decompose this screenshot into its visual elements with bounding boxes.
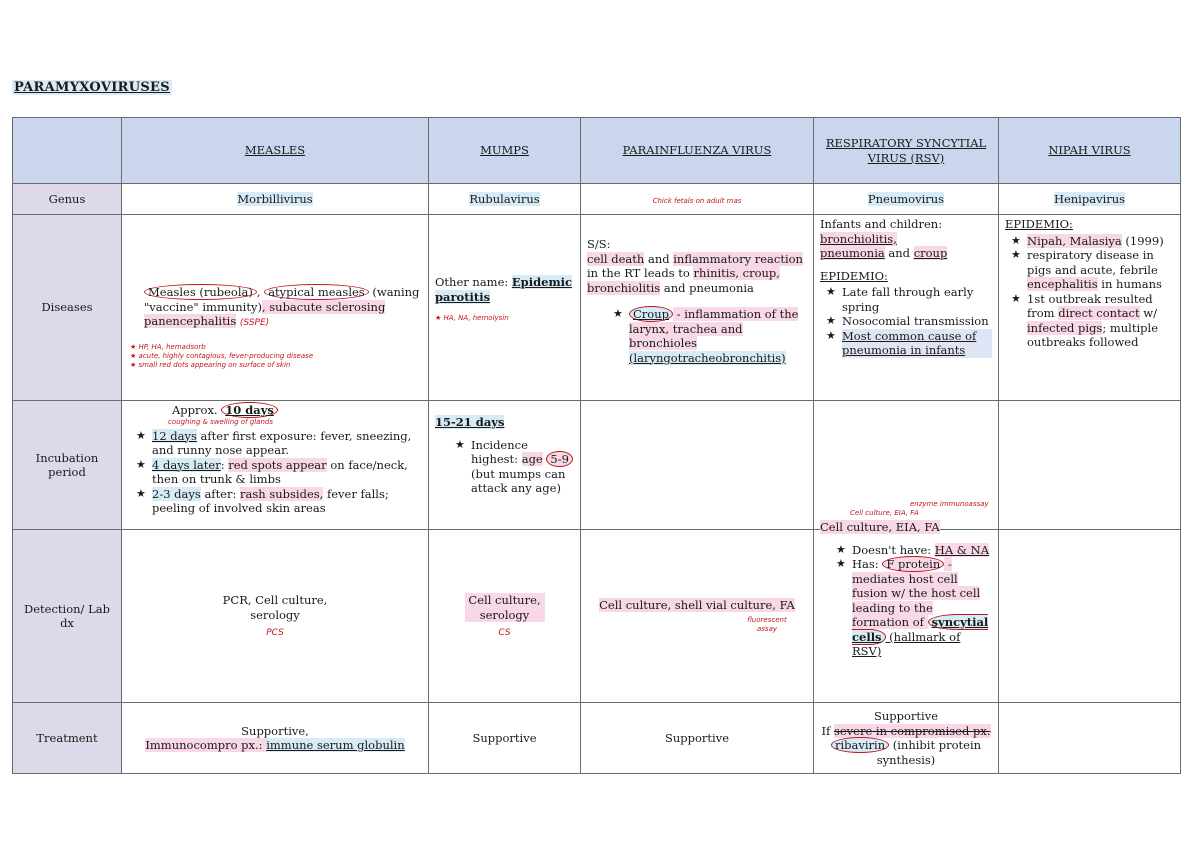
- incubation-measles: Approx. 10 days coughing & swelling of glands ★ 12 days after first exposure: fever, sneezing, and runny nose appear. ★ 4 days later: red spots appear on face/neck, then on trunk & limbs ★ 2-3 days after: rash subsides, fever falls; peeling of involved skin areas: [122, 401, 429, 530]
- incubation-row: [13, 401, 1181, 530]
- header-corner: [13, 118, 122, 184]
- handwritten-note: fluorescent assay: [747, 616, 787, 634]
- diseases-parainfluenza: S/S: cell death and inflammatory reaction in the RT leads to rhinitis, croup, bronchiolitis and pneumonia ★ Croup - inflammation of the larynx, trachea and bronchioles (laryngotracheobronchitis): [581, 215, 814, 401]
- header-rsv: RESPIRATORY SYNCYTIAL VIRUS (RSV): [814, 118, 999, 184]
- row-label-genus: Genus: [13, 184, 122, 215]
- treatment-row: [13, 703, 1181, 774]
- rsv-epi-item: ★ Most common cause of pneumonia in infants: [820, 329, 992, 358]
- treatment-nipah: [999, 703, 1181, 774]
- genus-mumps: Rubulavirus: [429, 184, 581, 215]
- genus-rsv: Pneumovirus: [814, 184, 999, 215]
- rsv-epi-item: ★ Late fall through early spring: [820, 285, 992, 314]
- detection-mumps: Cell culture, serology CS: [429, 530, 581, 703]
- handwritten-note: ★ small red dots appearing on surface of skin: [130, 361, 291, 369]
- incubation-parainfluenza: [581, 401, 814, 530]
- diseases-nipah: EPIDEMIO: ★ Nipah, Malasiya (1999) ★ respiratory disease in pigs and acute, febrile encephalitis in humans ★ 1st outbreak resulted from direct contact w/ infected pigs; multiple outbreaks followed: [999, 215, 1181, 401]
- row-label-diseases: Diseases: [13, 215, 122, 401]
- header-row: [13, 118, 1181, 184]
- nipah-epi-item: ★ respiratory disease in pigs and acute, febrile encephalitis in humans: [1005, 248, 1174, 292]
- measles-incubation-item: ★ 12 days after first exposure: fever, sneezing, and runny nose appear.: [130, 429, 422, 458]
- detection-parainfluenza: Cell culture, shell vial culture, FA fluorescent assay: [581, 530, 814, 703]
- rsv-detection-item: ★ Doesn't have: HA & NA: [830, 543, 992, 558]
- diseases-rsv: Infants and children: bronchiolitis, pneumonia and croup EPIDEMIO: ★ Late fall through early spring ★ Nosocomial transmission ★ Most common cause of pneumonia in infants: [814, 215, 999, 401]
- row-label-detection: Detection/ Lab dx: [13, 530, 122, 703]
- virus-table: [12, 117, 1181, 774]
- croup-item: ★ Croup - inflammation of the larynx, trachea and bronchioles (laryngotracheobronchitis): [607, 307, 807, 365]
- incubation-nipah: [999, 401, 1181, 530]
- rsv-epi-item: ★ Nosocomial transmission: [820, 314, 992, 329]
- diseases-measles: Measles (rubeola) , atypical measles (waning "vaccine" immunity), subacute sclerosing panencephalitis (SSPE) ★ HP, HA, hemadsorb ★ acute, highly contagious, fever-producing disease ★ small red dots appearing on surface of skin: [122, 215, 429, 401]
- detection-nipah: [999, 530, 1181, 703]
- detection-row: [13, 530, 1181, 703]
- rsv-detection-item: ★ Has: F protein - mediates host cell fusion w/ the host cell leading to the formation of syncytial cells (hallmark of RSV): [830, 557, 992, 659]
- genus-measles: Morbillivirus: [122, 184, 429, 215]
- mumps-incubation-item: ★ Incidence highest: age 5-9 (but mumps can attack any age): [449, 438, 574, 496]
- detection-measles: PCR, Cell culture, serology PCS: [122, 530, 429, 703]
- header-mumps: MUMPS: [429, 118, 581, 184]
- handwritten-note: CS: [498, 628, 511, 638]
- genus-nipah: Henipavirus: [999, 184, 1181, 215]
- handwritten-note: enzyme immunoassay: [910, 500, 989, 508]
- treatment-measles: Supportive, Immunocompro px.: immune serum globulin: [122, 703, 429, 774]
- treatment-parainfluenza: Supportive: [581, 703, 814, 774]
- handwritten-note: coughing & swelling of glands: [168, 417, 273, 426]
- row-label-treatment: Treatment: [13, 703, 122, 774]
- detection-rsv: enzyme immunoassay Cell culture, EIA, FA Cell culture, EIA, FA ★ Doesn't have: HA & NA ★ Has: F protein - mediates host cell fusion w/ the host cell leading to the formation of syncytial cells (hallmark of RSV): [814, 530, 999, 703]
- measles-incubation-item: ★ 4 days later: red spots appear on face/neck, then on trunk & limbs: [130, 458, 422, 487]
- genus-parainfluenza: [581, 184, 814, 215]
- treatment-rsv: Supportive If severe in compromised px. ribavirin (inhibit protein synthesis): [814, 703, 999, 774]
- page-title: PARAMYXOVIRUSES: [14, 80, 170, 95]
- incubation-mumps: 15-21 days ★ Incidence highest: age 5-9 (but mumps can attack any age): [429, 401, 581, 530]
- header-nipah: NIPAH VIRUS: [999, 118, 1181, 184]
- handwritten-note: ★ HP, HA, hemadsorb: [130, 343, 206, 351]
- row-label-incubation: Incubation period: [13, 401, 122, 530]
- measles-incubation-item: ★ 2-3 days after: rash subsides, fever falls; peeling of involved skin areas: [130, 487, 422, 516]
- header-parainfluenza: PARAINFLUENZA VIRUS: [581, 118, 814, 184]
- treatment-mumps: Supportive: [429, 703, 581, 774]
- handwritten-note: PCS: [266, 628, 284, 638]
- handwritten-note: Cell culture, EIA, FA: [850, 509, 919, 517]
- handwritten-note: ★ acute, highly contagious, fever-producing disease: [130, 352, 314, 360]
- diseases-row: [13, 215, 1181, 401]
- genus-row: [13, 184, 1181, 215]
- handwritten-note: Chick fetals on adult mas: [652, 196, 742, 205]
- nipah-epi-item: ★ Nipah, Malasiya (1999): [1005, 234, 1174, 249]
- handwritten-note: ★ HA, NA, hemolysin: [435, 314, 509, 322]
- nipah-epi-item: ★ 1st outbreak resulted from direct contact w/ infected pigs; multiple outbreaks followed: [1005, 292, 1174, 350]
- header-measles: MEASLES: [122, 118, 429, 184]
- diseases-mumps: Other name: Epidemic parotitis ★ HA, NA, hemolysin: [429, 215, 581, 401]
